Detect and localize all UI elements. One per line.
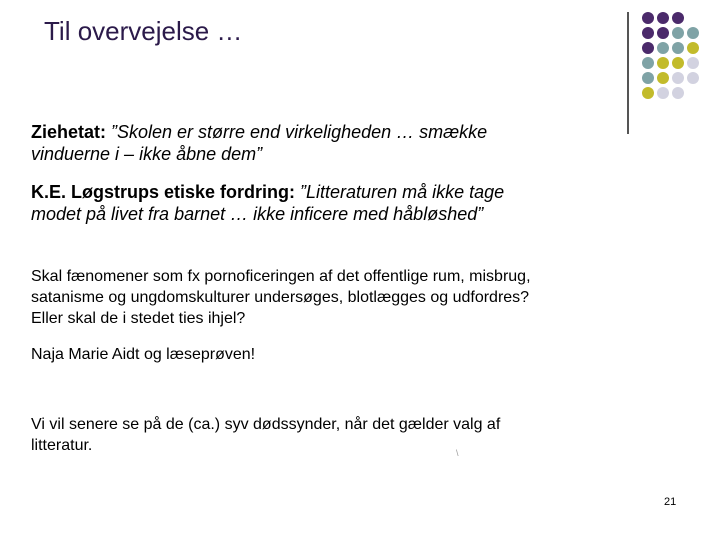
vertical-divider: [627, 12, 629, 134]
small-mark: \: [456, 448, 459, 458]
decoration-dot: [642, 72, 654, 84]
paragraph-line: satanisme og ungdomskulturer undersøges, blotlægges og udfordres?: [31, 289, 530, 306]
decoration-dot: [642, 42, 654, 54]
decoration-dot: [687, 57, 699, 69]
decoration-dot: [672, 42, 684, 54]
decoration-dot: [657, 27, 669, 39]
dot-grid-decoration: [640, 10, 720, 120]
decoration-dot: [687, 42, 699, 54]
paragraph-question: [31, 266, 531, 329]
decoration-dot: [687, 72, 699, 84]
decoration-dot: [657, 57, 669, 69]
paragraph-ziehe: [31, 121, 487, 165]
paragraph-line: Vi vil senere se på de (ca.) syv dødssynder, når det gælder valg af: [31, 416, 501, 433]
decoration-dot: [642, 12, 654, 24]
decoration-dot: [687, 27, 699, 39]
decoration-dot: [672, 87, 684, 99]
paragraph-line: Eller skal de i stedet ties ihjel?: [31, 310, 246, 327]
paragraph-logstrup: [31, 181, 504, 225]
decoration-dot: [642, 87, 654, 99]
paragraph-aidt: [31, 344, 255, 365]
decoration-dot: [657, 42, 669, 54]
decoration-dot: [657, 87, 669, 99]
paragraph-line: ”Skolen er større end virkeligheden … smække: [106, 122, 488, 142]
paragraph-line: modet på livet fra barnet … ikke inficere med håbløshed”: [31, 204, 484, 224]
paragraph-lead: Ziehetat:: [31, 122, 107, 142]
decoration-dot: [642, 27, 654, 39]
paragraph-line: vinduerne i – ikke åbne dem”: [31, 144, 263, 164]
paragraph-line: Skal fænomener som fx pornoficeringen af det offentlige rum, misbrug,: [31, 268, 531, 285]
decoration-dot: [657, 12, 669, 24]
paragraph-line: ”Litteraturen må ikke tage: [295, 182, 505, 202]
decoration-dot: [642, 57, 654, 69]
decoration-dot: [657, 72, 669, 84]
paragraph-line: Naja Marie Aidt og læseprøven!: [31, 346, 256, 363]
paragraph-lead: K.E. Løgstrups etiske fordring:: [31, 182, 296, 202]
page-number: 21: [664, 496, 677, 508]
decoration-dot: [672, 72, 684, 84]
decoration-dot: [672, 12, 684, 24]
decoration-dot: [672, 57, 684, 69]
paragraph-sins: [31, 414, 500, 456]
paragraph-line: litteratur.: [31, 437, 93, 454]
decoration-dot: [672, 27, 684, 39]
slide-title: Til overvejelse …: [44, 16, 243, 46]
